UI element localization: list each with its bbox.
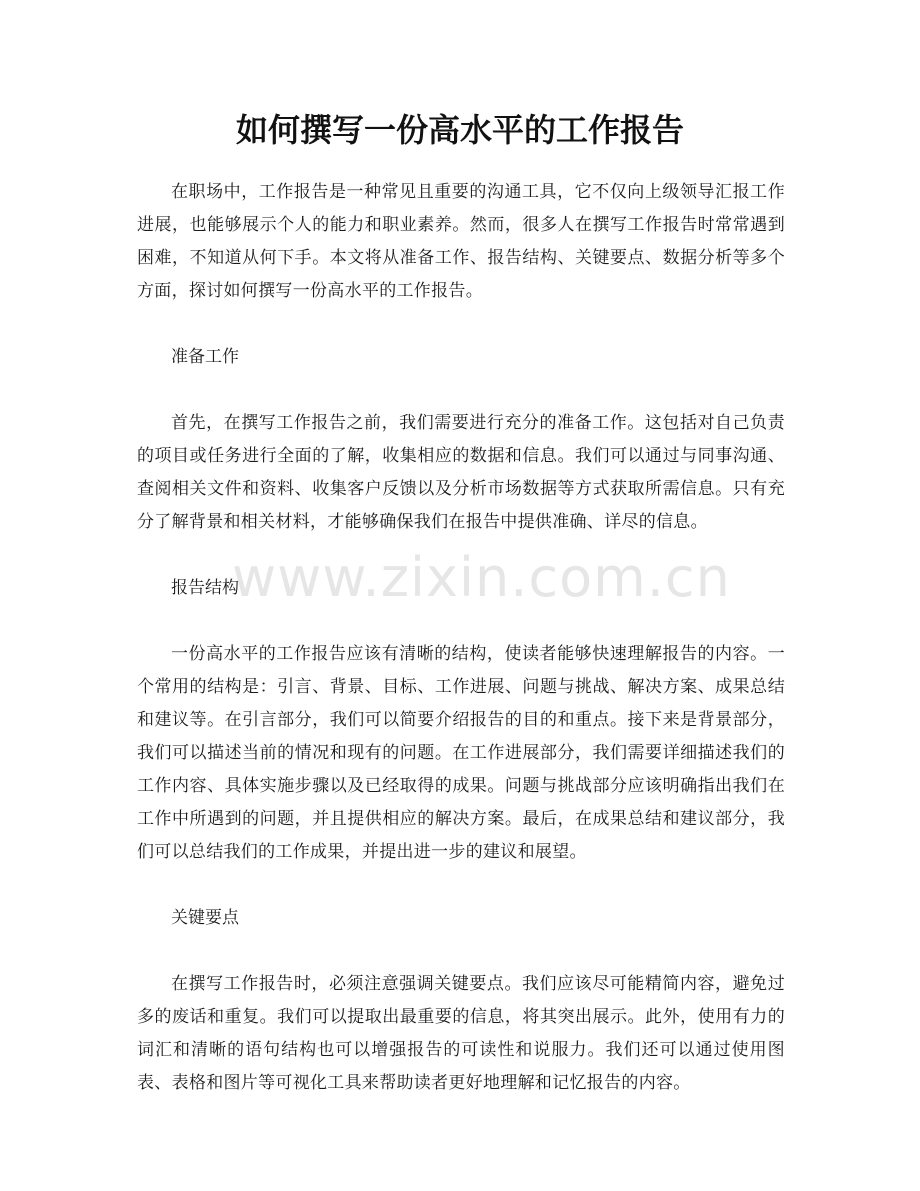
watermark: www.zixin.com.cn bbox=[232, 546, 731, 609]
section-body-preparation: 首先，在撰写工作报告之前，我们需要进行充分的准备工作。这包括对自己负责的项目或任务进行全面的了解，收集相应的数据和信息。我们可以通过与同事沟通、查阅相关文件和资料、收集客户反馈以及分析市场数据等方式获取所需信息。只有充分了解背景和相关材料，才能够确保我们在报告中提供准确、详尽的信息。 bbox=[137, 413, 785, 532]
section-body-key-points: 在撰写工作报告时，必须注意强调关键要点。我们应该尽可能精简内容，避免过多的废话和重复。我们可以提取出最重要的信息，将其突出展示。此外，使用有力的词汇和清晰的语句结构也可以增强报告的可读性和说服力。我们还可以通过使用图表、表格和图片等可视化工具来帮助读者更好地理解和记忆报告的内容。 bbox=[137, 974, 785, 1093]
section-heading-preparation: 准备工作 bbox=[171, 347, 239, 367]
section-heading-structure: 报告结构 bbox=[171, 578, 239, 598]
document-title: 如何撰写一份高水平的工作报告 bbox=[235, 111, 684, 149]
section-body-structure: 一份高水平的工作报告应该有清晰的结构，使读者能够快速理解报告的内容。一个常用的结构是：引言、背景、目标、工作进展、问题与挑战、解决方案、成果总结和建议等。在引言部分，我们可以简要介绍报告的目的和重点。接下来是背景部分，我们可以描述当前的情况和现有的问题。在工作进展部分，我们需要详细描述我们的工作内容、具体实施步骤以及已经取得的成果。问题与挑战部分应该明确指出我们在工作中所遇到的问题，并且提供相应的解决方案。最后，在成果总结和建议部分，我们可以总结我们的工作成果，并提出进一步的建议和展望。 bbox=[137, 644, 785, 862]
intro-paragraph: 在职场中，工作报告是一种常见且重要的沟通工具，它不仅向上级领导汇报工作进展，也能够展示个人的能力和职业素养。然而，很多人在撰写工作报告时常常遇到困难，不知道从何下手。本文将从准备工作、报告结构、关键要点、数据分析等多个方面，探讨如何撰写一份高水平的工作报告。 bbox=[137, 182, 785, 301]
document-body bbox=[137, 176, 785, 1133]
section-heading-key-points: 关键要点 bbox=[171, 908, 239, 928]
